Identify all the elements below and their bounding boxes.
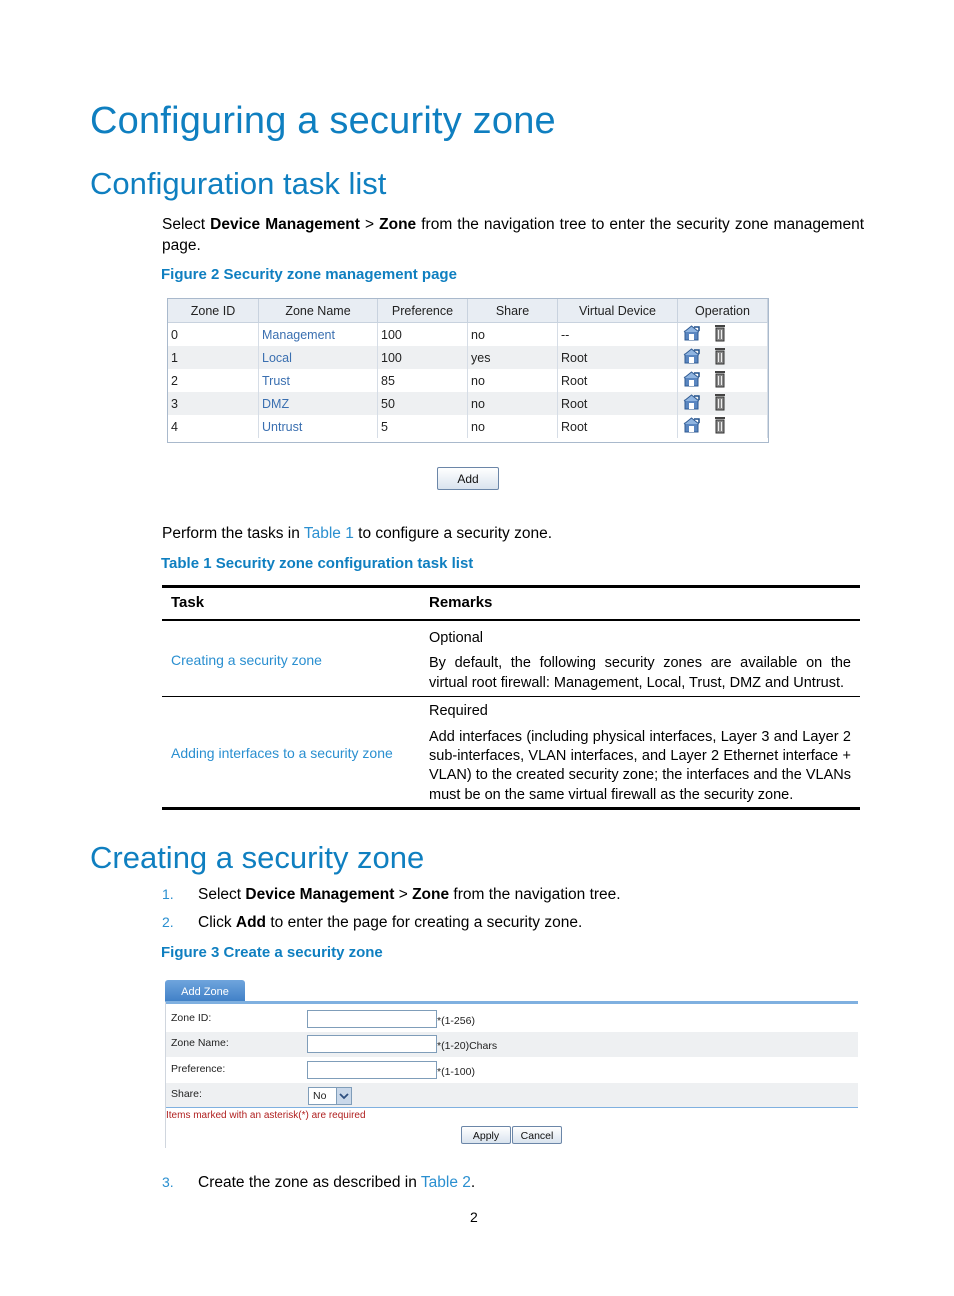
table-top-rule: [162, 585, 860, 588]
preference-cell: 85: [378, 369, 468, 392]
delete-icon[interactable]: [713, 324, 727, 345]
share-cell: no: [468, 392, 558, 415]
share-cell: no: [468, 415, 558, 438]
col-zone-name: Zone Name: [259, 299, 378, 323]
share-cell: yes: [468, 346, 558, 369]
col-operation: Operation: [678, 299, 768, 323]
virtual-device-cell: Root: [558, 346, 678, 369]
zone-id-cell: 1: [168, 346, 259, 369]
zone-name-input[interactable]: [307, 1035, 437, 1053]
table1-link[interactable]: Table 1: [303, 525, 354, 542]
col-preference: Preference: [378, 299, 468, 323]
zone-name-row: [165, 1032, 858, 1057]
zone-name-link[interactable]: Management: [259, 323, 378, 347]
page-number: 2: [470, 1209, 478, 1225]
preference-label: Preference:: [171, 1063, 226, 1075]
form-divider: [165, 1107, 858, 1108]
table-row: [168, 369, 768, 392]
zone-id-label: Zone ID:: [171, 1012, 212, 1024]
figure3-caption: Figure 3 Create a security zone: [161, 944, 383, 961]
add-zone-button[interactable]: Add: [437, 467, 499, 490]
figure2-caption: Figure 2 Security zone management page: [161, 266, 457, 283]
operation-cell: [678, 392, 768, 415]
preference-row: [165, 1058, 858, 1083]
virtual-device-cell: Root: [558, 369, 678, 392]
section-heading-creating-zone: Creating a security zone: [90, 840, 425, 875]
col-zone-id: Zone ID: [168, 299, 259, 323]
preference-hint: *(1-100): [437, 1066, 475, 1078]
operation-cell: [678, 346, 768, 369]
share-row: [165, 1083, 858, 1108]
zone-name-hint: *(1-20)Chars: [437, 1040, 498, 1052]
header-rule: [162, 619, 860, 621]
preference-cell: 5: [378, 415, 468, 438]
share-cell: no: [468, 323, 558, 347]
zone-id-cell: 2: [168, 369, 259, 392]
delete-icon[interactable]: [713, 370, 727, 391]
zone-id-cell: 3: [168, 392, 259, 415]
col-share: Share: [468, 299, 558, 323]
zone-id-row: [165, 1007, 858, 1032]
page-title: Configuring a security zone: [90, 100, 556, 142]
remark-title: Required: [429, 703, 488, 719]
virtual-device-cell: --: [558, 323, 678, 347]
table-row: [168, 323, 768, 347]
table-row: [168, 346, 768, 369]
delete-icon[interactable]: [713, 416, 727, 437]
task-link-creating-zone[interactable]: Creating a security zone: [171, 652, 322, 668]
edit-icon[interactable]: [683, 370, 701, 391]
table2-link[interactable]: Table 2: [420, 1174, 471, 1191]
zone-id-hint: *(1-256): [437, 1015, 475, 1027]
edit-icon[interactable]: [683, 416, 701, 437]
table-bottom-rule: [162, 807, 860, 810]
delete-icon[interactable]: [713, 347, 727, 368]
table-row: [168, 392, 768, 415]
apply-button[interactable]: Apply: [461, 1126, 511, 1144]
operation-cell: [678, 369, 768, 392]
required-note: Items marked with an asterisk(*) are required: [166, 1110, 366, 1121]
remark-title: Optional: [429, 630, 484, 646]
remark-body: Add interfaces (including physical interfaces, Layer 3 and Layer 2 sub-interfaces, VLAN interfaces, and Layer 2 Ethernet interface + VLAN) to the created security zone; the interfaces and the VLANs must be on the same virtual firewall as the security zone.: [429, 729, 851, 803]
preference-cell: 100: [378, 346, 468, 369]
preference-cell: 100: [378, 323, 468, 347]
share-select[interactable]: [308, 1087, 352, 1105]
tab-underline: [165, 1001, 858, 1004]
col-virtual-device: Virtual Device: [558, 299, 678, 323]
table-row: [168, 415, 768, 438]
remark-body: By default, the following security zones are available on the virtual root firewall: Management, Local, Trust, DMZ and Untrust.: [429, 655, 851, 691]
header-task: Task: [171, 594, 205, 611]
zone-table-header: [168, 299, 768, 323]
zone-id-cell: 0: [168, 323, 259, 347]
delete-icon[interactable]: [713, 393, 727, 414]
edit-icon[interactable]: [683, 393, 701, 414]
operation-cell: [678, 323, 768, 347]
chevron-down-icon[interactable]: [336, 1088, 351, 1104]
task-link-adding-interfaces[interactable]: Adding interfaces to a security zone: [171, 745, 393, 761]
step-3: 3. Create the zone as described in Table 2.: [162, 1174, 476, 1191]
intro-paragraph: Select Device Management > Zone from the navigation tree to enter the security zone management page.: [162, 216, 865, 254]
zone-name-link[interactable]: Local: [259, 346, 378, 369]
preference-cell: 50: [378, 392, 468, 415]
form-left-border: [165, 1002, 166, 1148]
virtual-device-cell: Root: [558, 392, 678, 415]
zone-name-link[interactable]: Untrust: [259, 415, 378, 438]
share-cell: no: [468, 369, 558, 392]
section-heading-task-list: Configuration task list: [90, 166, 387, 201]
step-2: 2. Click Add to enter the page for creating a security zone.: [162, 914, 583, 931]
zone-id-input[interactable]: [307, 1010, 437, 1028]
step-1: 1. Select Device Management > Zone from the navigation tree.: [162, 886, 621, 903]
share-label: Share:: [171, 1088, 202, 1100]
row-divider: [162, 696, 860, 697]
perform-paragraph: Perform the tasks in Table 1 to configure a security zone.: [162, 525, 553, 542]
header-remarks: Remarks: [429, 594, 493, 611]
table1-caption: Table 1 Security zone configuration task list: [161, 555, 474, 572]
tab-add-zone[interactable]: Add Zone: [165, 980, 245, 1002]
preference-input[interactable]: [307, 1061, 437, 1079]
zone-id-cell: 4: [168, 415, 259, 438]
share-select-value: No: [313, 1090, 327, 1102]
virtual-device-cell: Root: [558, 415, 678, 438]
cancel-button[interactable]: Cancel: [512, 1126, 562, 1144]
zone-name-link[interactable]: DMZ: [259, 392, 378, 415]
edit-icon[interactable]: [683, 347, 701, 368]
zone-management-table: [167, 298, 769, 443]
zone-name-link[interactable]: Trust: [259, 369, 378, 392]
edit-icon[interactable]: [683, 324, 701, 345]
add-zone-form: [165, 978, 858, 1148]
operation-cell: [678, 415, 768, 438]
zone-name-label: Zone Name:: [171, 1037, 229, 1049]
